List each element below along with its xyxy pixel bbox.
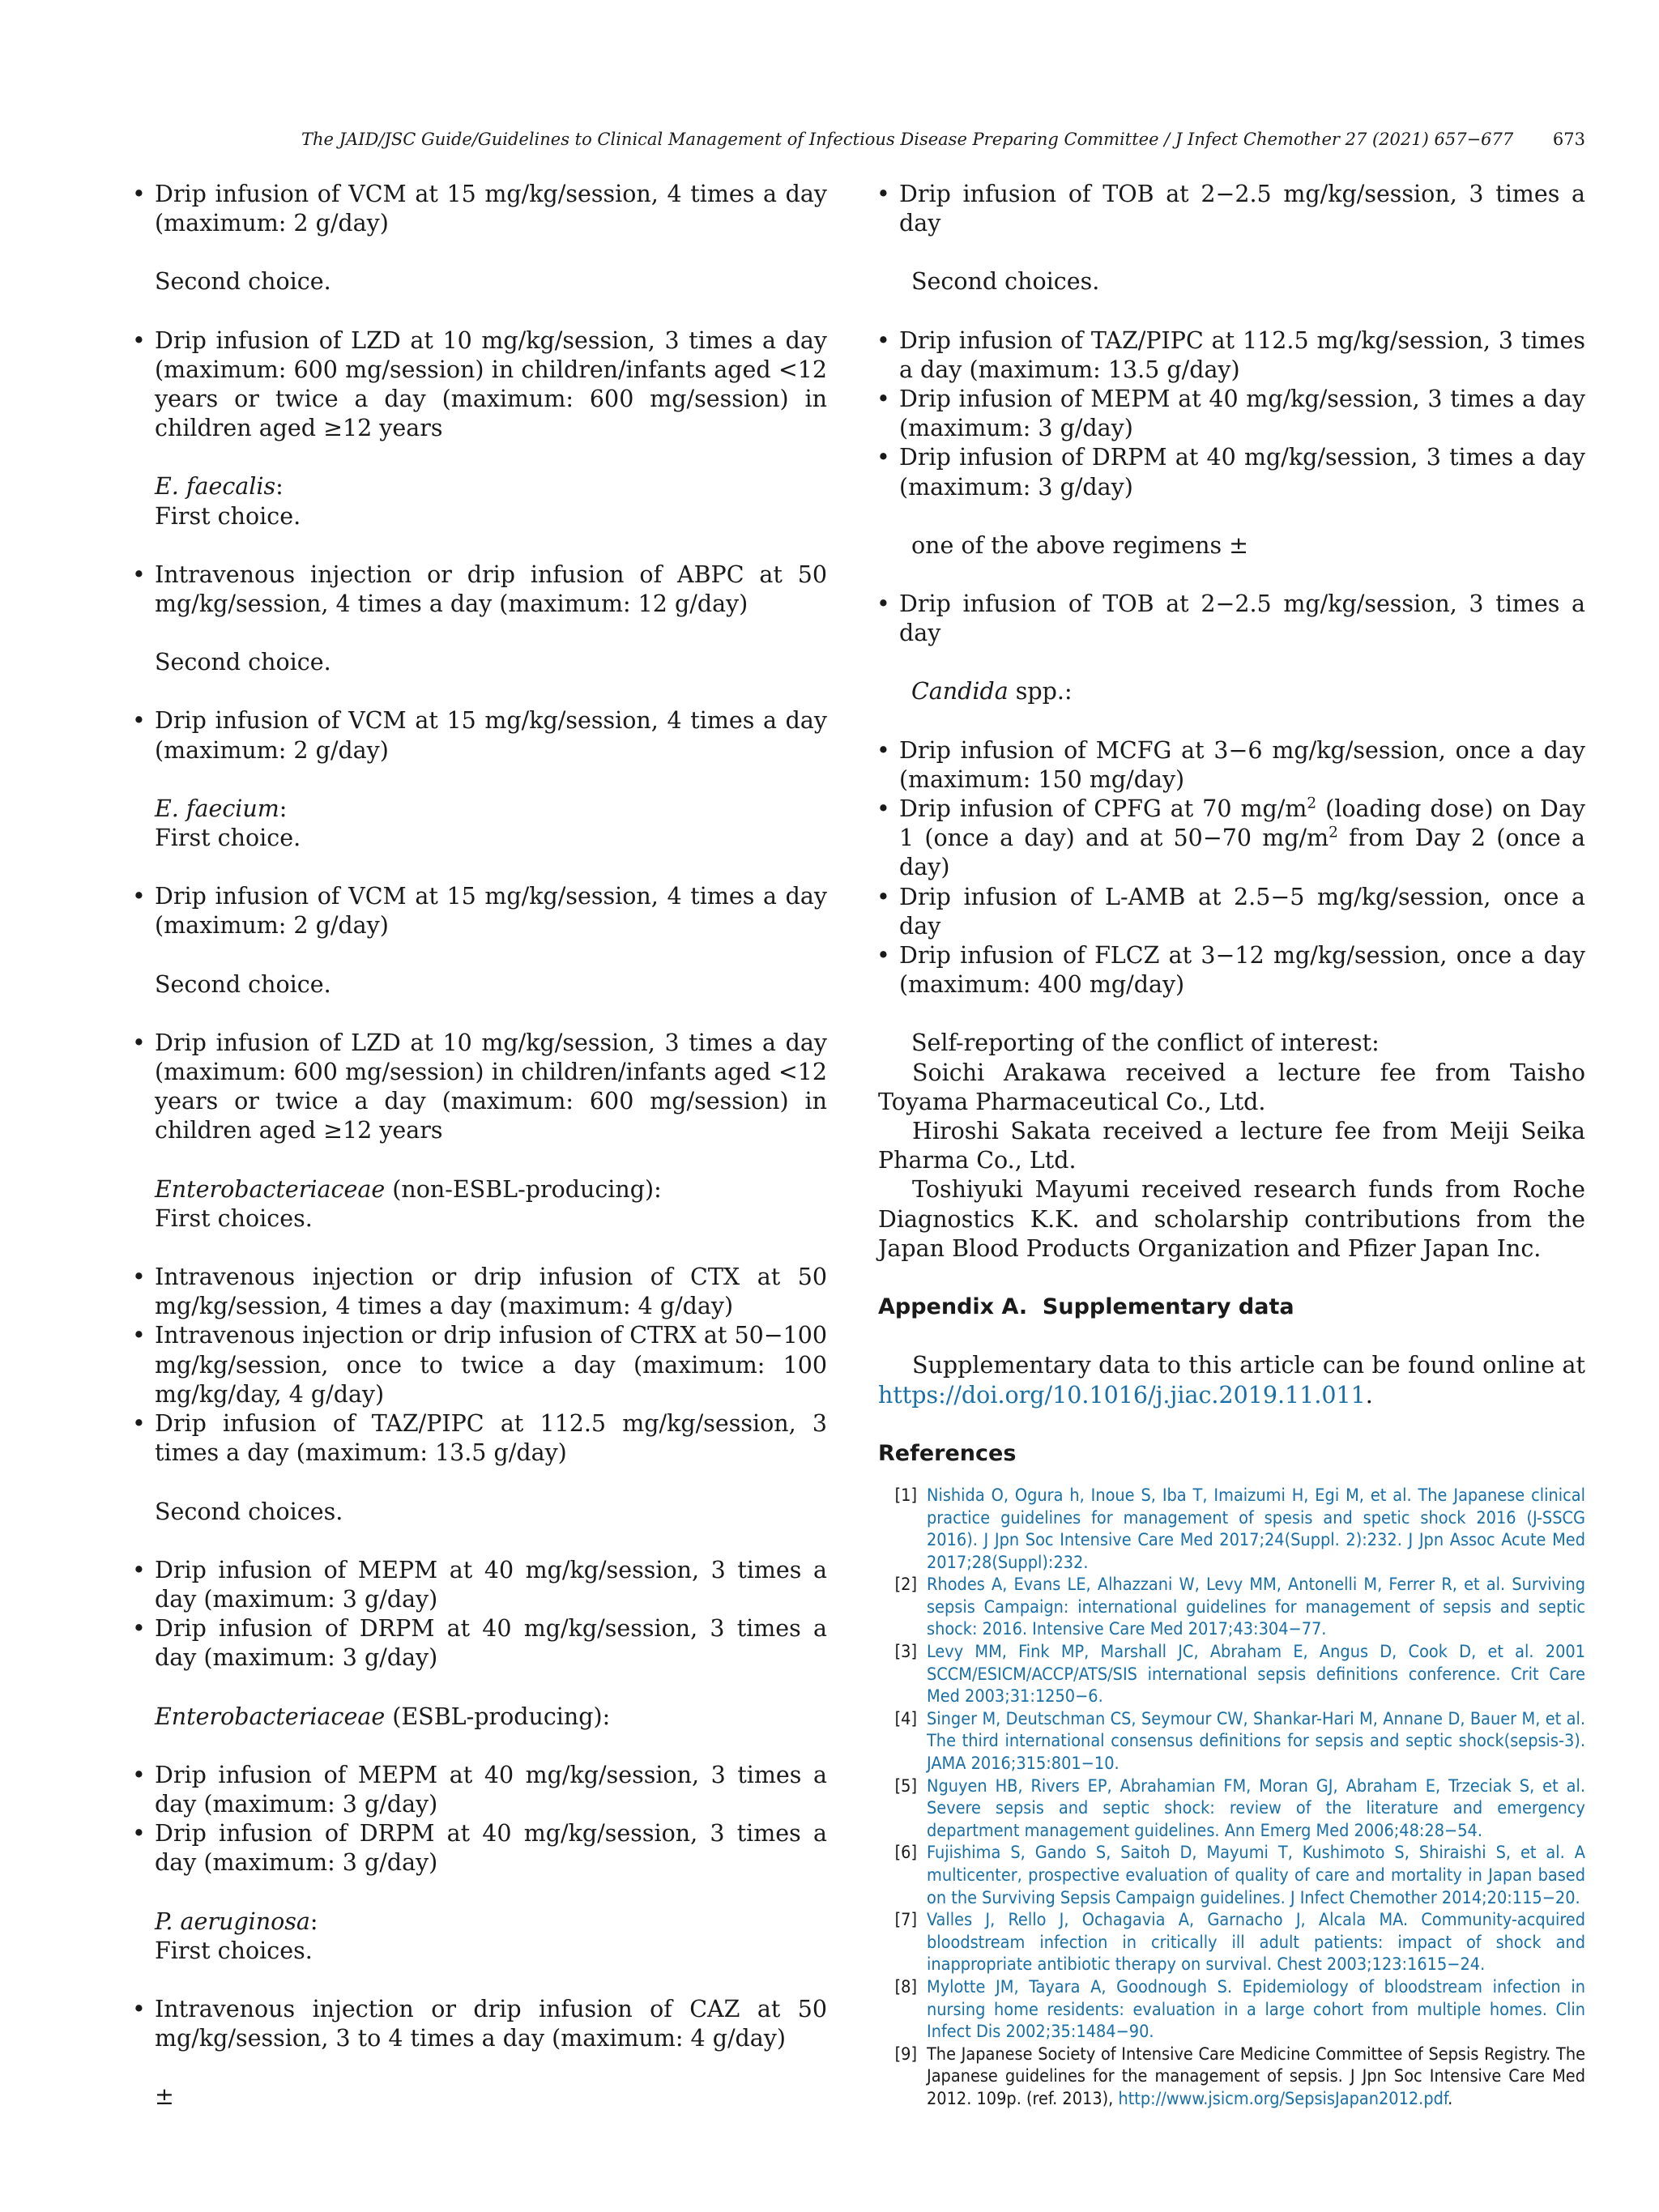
reference-number: [6] xyxy=(894,1843,917,1864)
running-title: The JAID/JSC Guide/Guidelines to Clinical Management of Infectious Disease Preparing Committee / J Infect Chemother 27 (2021) 657−677 xyxy=(301,130,1514,149)
bullet-item: • Drip infusion of MEPM at 40 mg/kg/session, 3 times a day (maximum: 3 g/day) xyxy=(134,1556,827,1614)
organism-qualifier: (ESBL-producing): xyxy=(385,1703,611,1730)
reference-item xyxy=(878,1485,1585,1574)
doi-link[interactable]: https://doi.org/10.1016/j.jiac.2019.11.011 xyxy=(878,1381,1366,1409)
cpfg-text-3: from Day 2 (once a day) xyxy=(899,825,1586,881)
first-choice-label: First choice. xyxy=(155,502,301,530)
organism-heading xyxy=(134,1907,827,1937)
bullet-item: • Drip infusion of TAZ/PIPC at 112.5 mg/kg/session, 3 times a day (maximum: 13.5 g/day) xyxy=(134,1409,827,1468)
left-column xyxy=(134,180,827,2112)
reference-list xyxy=(878,1485,1585,2111)
organism-qualifier: spp.: xyxy=(1008,678,1073,705)
bullet-item: • Drip infusion of VCM at 15 mg/kg/session, 4 times a day (maximum: 2 g/day) xyxy=(134,180,827,238)
reference-text[interactable]: Levy MM, Fink MP, Marshall JC, Abraham E, Angus D, Cook D, et al. 2001 SCCM/ESICM/ACCP/ATS/SIS international sepsis definitions conference. Crit Care Med 2003;31:1250−6. xyxy=(927,1642,1585,1707)
bullet-item: • Intravenous injection or drip infusion of CTX at 50 mg/kg/session, 4 times a day (maximum: 4 g/day) xyxy=(134,1263,827,1321)
bullet-item: • Drip infusion of MEPM at 40 mg/kg/session, 3 times a day (maximum: 3 g/day) xyxy=(878,385,1585,443)
reference-number: [4] xyxy=(894,1708,917,1729)
organism-heading xyxy=(134,795,827,824)
superscript: 2 xyxy=(1328,824,1338,842)
bullet-item: • Drip infusion of MCFG at 3−6 mg/kg/session, once a day (maximum: 150 mg/day) xyxy=(878,736,1585,795)
bullet-item: • Drip infusion of VCM at 15 mg/kg/session, 4 times a day (maximum: 2 g/day) xyxy=(134,706,827,765)
bullet-item: • Drip infusion of L-AMB at 2.5−5 mg/kg/session, once a day xyxy=(878,883,1585,941)
reference-item xyxy=(878,1976,1585,2044)
bullet-item: • Drip infusion of LZD at 10 mg/kg/session, 3 times a day (maximum: 600 mg/session) in children/infants aged <12 years or twice a day (maximum: 600 mg/session) in children aged ≥12 years xyxy=(134,1029,827,1146)
bullet-item: • Intravenous injection or drip infusion of CAZ at 50 mg/kg/session, 3 to 4 times a day (maximum: 4 g/day) xyxy=(134,1995,827,2053)
reference-text: The Japanese Society of Intensive Care Medicine Committee of Sepsis Registry. The Japanese guidelines for the management of sepsis. J Jpn Soc Intensive Care Med 2012. 109p. (ref. 2013), http://www.jsicm.org/SepsisJapan2012.pdf. xyxy=(927,2044,1585,2109)
second-choices-label: Second choices. xyxy=(911,268,1100,296)
bullet-item: • Drip infusion of TOB at 2−2.5 mg/kg/session, 3 times a day xyxy=(878,180,1585,238)
bullet-item: • Drip infusion of DRPM at 40 mg/kg/session, 3 times a day (maximum: 3 g/day) xyxy=(134,1614,827,1673)
page-header xyxy=(134,130,1585,157)
organism-heading xyxy=(134,1175,827,1204)
bullet-item: • Drip infusion of FLCZ at 3−12 mg/kg/session, once a day (maximum: 400 mg/day) xyxy=(878,941,1585,999)
second-choice-label: Second choice. xyxy=(155,649,331,676)
reference-number: [7] xyxy=(894,1910,917,1931)
reference-text[interactable]: Singer M, Deutschman CS, Seymour CW, Shankar-Hari M, Annane D, Bauer M, et al. The third international consensus definitions for sepsis and septic shock(sepsis-3). JAMA 2016;315:801−10. xyxy=(927,1708,1585,1775)
reference-item xyxy=(878,1641,1585,1708)
reference-text[interactable]: Fujishima S, Gando S, Saitoh D, Mayumi T, Kushimoto S, Shiraishi S, et al. A multicenter, prospective evaluation of quality of care and mortality in Japan based on the Surviving Sepsis Campaign guidelines. J Infect Chemother 2014;20:115−20. xyxy=(927,1843,1585,1908)
organism-heading xyxy=(134,472,827,501)
superscript: 2 xyxy=(1307,795,1317,812)
regimen-note: one of the above regimens ± xyxy=(911,531,1249,559)
bullet-item: • Drip infusion of TAZ/PIPC at 112.5 mg/kg/session, 3 times a day (maximum: 13.5 g/day) xyxy=(878,326,1585,385)
appendix-heading: Appendix A. Supplementary data xyxy=(878,1294,1294,1320)
page-number: 673 xyxy=(1552,130,1585,149)
reference-text[interactable]: Nishida O, Ogura h, Inoue S, Iba T, Imaizumi H, Egi M, et al. The Japanese clinical practice guidelines for management of spesis and spetic shock 2016 (J-SSCG 2016). J Jpn Soc Intensive Care Med 2017;24(Suppl. 2):232. J Jpn Assoc Acute Med 2017;28(Suppl):232. xyxy=(927,1485,1585,1573)
reference-text[interactable]: Rhodes A, Evans LE, Alhazzani W, Levy MM, Antonelli M, Ferrer R, et al. Surviving sepsis Campaign: international guidelines for management of sepsis and septic shock: 2016. Intensive Care Med 2017;43:304−77. xyxy=(927,1575,1585,1640)
coi-statement: Soichi Arakawa received a lecture fee from Taisho Toyama Pharmaceutical Co., Ltd. xyxy=(878,1059,1585,1115)
right-column xyxy=(878,180,1585,2111)
references-heading: References xyxy=(878,1440,1017,1466)
bullet-item: • Drip infusion of DRPM at 40 mg/kg/session, 3 times a day (maximum: 3 g/day) xyxy=(134,1819,827,1877)
colon: : xyxy=(275,473,284,501)
second-choice-label: Second choice. xyxy=(155,970,331,998)
supplementary-text xyxy=(878,1351,1585,1409)
bullet-item: • Drip infusion of TOB at 2−2.5 mg/kg/session, 3 times a day xyxy=(878,590,1585,648)
organism-name: P. aeruginosa xyxy=(155,1907,310,1935)
first-choices-label: First choices. xyxy=(155,1937,313,1964)
reference-item xyxy=(878,1842,1585,1909)
reference-text[interactable]: Mylotte JM, Tayara A, Goodnough S. Epidemiology of bloodstream infection in nursing home residents: evaluation in a large cohort from multiple homes. Clin Infect Dis 2002;35:1484−90. xyxy=(927,1976,1585,2043)
organism-name: Enterobacteriaceae xyxy=(155,1175,386,1203)
reference-number: [2] xyxy=(894,1575,917,1596)
organism-qualifier: (non-ESBL-producing): xyxy=(385,1175,662,1203)
reference-number: [3] xyxy=(894,1642,917,1663)
coi-statement: Toshiyuki Mayumi received research funds from Roche Diagnostics K.K. and scholarship contributions from the Japan Blood Products Organization and Pfizer Japan Inc. xyxy=(878,1176,1585,1262)
reference-item xyxy=(878,1775,1585,1843)
bullet-item: • Drip infusion of DRPM at 40 mg/kg/session, 3 times a day (maximum: 3 g/day) xyxy=(878,443,1585,501)
reference-item xyxy=(878,1708,1585,1775)
bullet-item: • Drip infusion of MEPM at 40 mg/kg/session, 3 times a day (maximum: 3 g/day) xyxy=(134,1761,827,1819)
bullet-item: • Drip infusion of LZD at 10 mg/kg/session, 3 times a day (maximum: 600 mg/session) in children/infants aged <12 years or twice a day (maximum: 600 mg/session) in children aged ≥12 years xyxy=(134,326,827,444)
reference-link[interactable]: http://www.jsicm.org/SepsisJapan2012.pdf xyxy=(1118,2088,1448,2109)
organism-heading xyxy=(134,1703,827,1732)
organism-name: Candida xyxy=(911,678,1009,705)
cpfg-text-2: (loading dose) on Day 1 (once a day) and at 50−70 mg/m xyxy=(899,795,1585,852)
bullet-item: • Drip infusion of VCM at 15 mg/kg/session, 4 times a day (maximum: 2 g/day) xyxy=(134,882,827,940)
reference-number: [1] xyxy=(894,1485,917,1506)
plus-minus-sign: ± xyxy=(155,2083,174,2111)
organism-name: E. faecalis xyxy=(155,473,276,501)
second-choices-label: Second choices. xyxy=(155,1498,343,1525)
bullet-item: • Intravenous injection or drip infusion of ABPC at 50 mg/kg/session, 4 times a day (maximum: 12 g/day) xyxy=(134,560,827,619)
reference-number: [5] xyxy=(894,1775,917,1796)
organism-name: E. faecium xyxy=(155,795,279,822)
reference-text[interactable]: Valles J, Rello J, Ochagavia A, Garnacho J, Alcala MA. Community-acquired bloodstream infection in critically ill adult patients: impact of shock and inappropriate antibiotic therapy on survival. Chest 2003;123:1615−24. xyxy=(927,1910,1585,1975)
colon: : xyxy=(309,1907,318,1935)
coi-title: Self-reporting of the conflict of interest: xyxy=(911,1029,1380,1057)
cpfg-text-1: Drip infusion of CPFG at 70 mg/m xyxy=(899,795,1307,823)
reference-text[interactable]: Nguyen HB, Rivers EP, Abrahamian FM, Moran GJ, Abraham E, Trzeciak S, et al. Severe sepsis and septic shock: review of the literature and emergency department management guidelines. Ann Emerg Med 2006;48:28−54. xyxy=(927,1775,1585,1841)
period: . xyxy=(1365,1381,1373,1409)
first-choices-label: First choices. xyxy=(155,1204,313,1232)
reference-number: [8] xyxy=(894,1976,917,1997)
coi-statement: Hiroshi Sakata received a lecture fee from Meiji Seika Pharma Co., Ltd. xyxy=(878,1118,1585,1174)
bullet-item xyxy=(878,795,1585,883)
reference-item xyxy=(878,1574,1585,1641)
second-choice-label: Second choice. xyxy=(155,268,331,296)
organism-heading xyxy=(878,677,1585,706)
reference-item xyxy=(878,2044,1585,2111)
supplementary-sentence: Supplementary data to this article can be found online at xyxy=(912,1352,1585,1379)
bullet-item: • Intravenous injection or drip infusion of CTRX at 50−100 mg/kg/session, once to twice a day (maximum: 100 mg/kg/day, 4 g/day) xyxy=(134,1321,827,1409)
reference-item xyxy=(878,1909,1585,1976)
organism-name: Enterobacteriaceae xyxy=(155,1703,386,1730)
colon: : xyxy=(279,795,288,822)
first-choice-label: First choice. xyxy=(155,825,301,852)
reference-number: [9] xyxy=(894,2044,917,2065)
